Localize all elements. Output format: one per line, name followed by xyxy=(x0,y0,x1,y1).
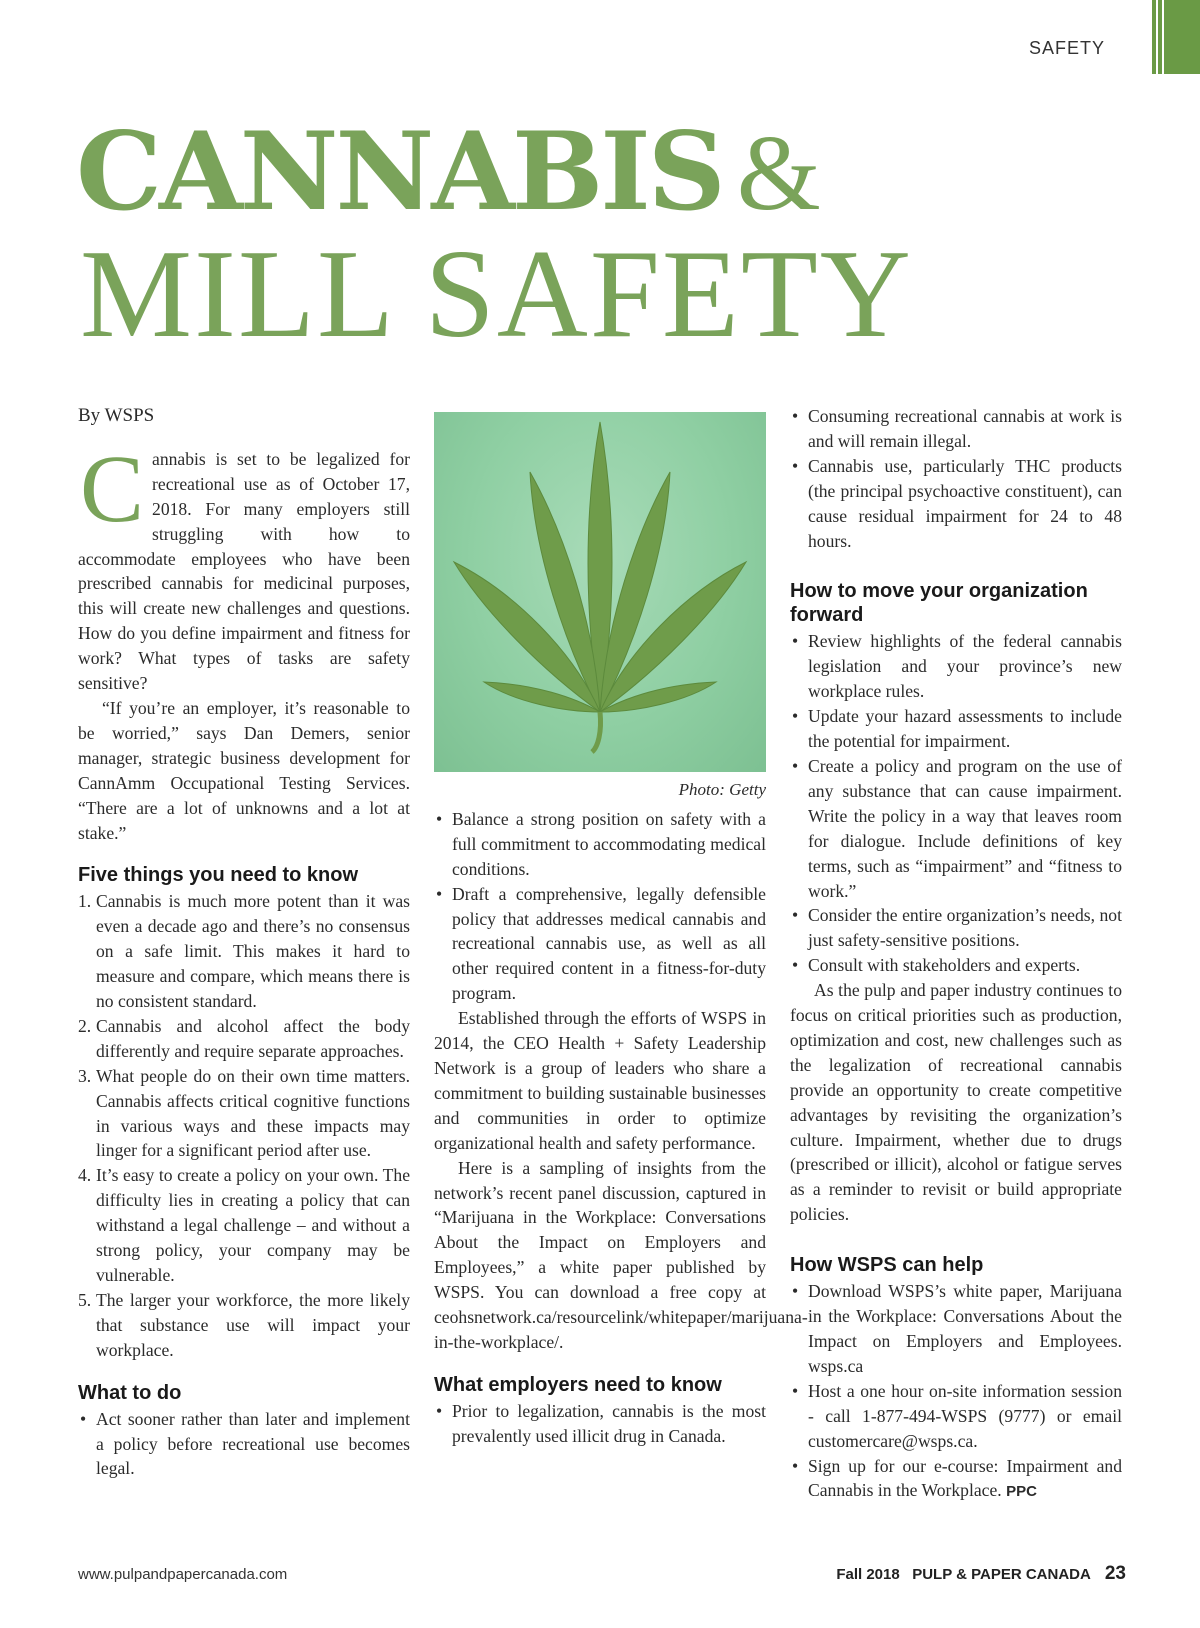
list-item: 1. Cannabis is much more potent than it was even a decade ago and there’s no consensus on a safe limit. This makes it hard to measure and compare, which means there is no consistent standard. xyxy=(78,891,410,1012)
wsps-help-heading: How WSPS can help xyxy=(790,1254,984,1277)
insights-paragraph: Here is a sampling of insights from the network’s recent panel discussion, captured in “Marijuana in the Workplace: Conversations About the Impact on Employers and Employees,” a white paper published by WSPS. You can download a free copy at ceohsnetwork.ca/resourcelink/whitepaper/marijuana-in-the-workplace/. xyxy=(434,1157,808,1352)
list-item: • Balance a strong position on safety with a full commitment to accommodating medical conditions. xyxy=(434,807,766,882)
five-things-heading: Five things you need to know xyxy=(78,864,359,887)
list-item: • Consuming recreational cannabis at work is and will remain illegal. xyxy=(790,404,1122,454)
list-item: • Cannabis use, particularly THC products (the principal psychoactive constituent), can cause residual impairment for 24 to 48 hours. xyxy=(790,454,1122,554)
footer-magazine: PULP & PAPER CANADA xyxy=(912,1566,1091,1583)
what-to-do-heading: What to do xyxy=(78,1381,182,1404)
list-item: • Consider the entire organization’s needs, not just safety-sensitive positions. xyxy=(790,903,1122,953)
network-paragraph: Established through the efforts of WSPS in 2014, the CEO Health + Safety Leadership Network is a group of leaders who share a commitment to building sustainable businesses and communities in order to optimize organizational health and safety performance. xyxy=(434,1008,766,1153)
intro-text: annabis is set to be legalized for recreational use as of October 17, 2018. For many employers still struggling with how to accommodate employees who have been prescribed cannabis for medicinal purposes, this will create new challenges and questions. How do you define impairment and fitness for work? What types of tasks are safety sensitive? xyxy=(78,448,410,694)
list-item: 2. Cannabis and alcohol affect the body differently and require separate approaches. xyxy=(78,1015,410,1061)
section-label: SAFETY xyxy=(1028,38,1105,58)
list-item: 5. The larger your workforce, the more likely that substance use will impact your workplace. xyxy=(78,1289,410,1360)
list-item: 3. What people do on their own time matters. Cannabis affects critical cognitive functions in various ways and these impacts may linger for a significant period after use. xyxy=(78,1065,410,1161)
footer-url: www.pulpandpapercanada.com xyxy=(78,1566,288,1583)
footer-issue: Fall 2018 xyxy=(836,1566,900,1583)
list-item: • Consult with stakeholders and experts. xyxy=(790,953,1122,978)
byline xyxy=(78,404,410,429)
move-forward-list xyxy=(790,629,1122,978)
headline-ampersand: & xyxy=(736,114,821,233)
corner-tab-decoration xyxy=(1152,0,1200,74)
intro-paragraph xyxy=(78,434,410,696)
move-forward-heading: How to move your organization forward xyxy=(790,580,1088,627)
list-item: • Review highlights of the federal cannabis legislation and your province’s new workplace rules. xyxy=(790,629,1122,704)
list-item: • Download WSPS’s white paper, Marijuana in the Workplace: Conversations About the Impact on Employers and Employees. wsps.ca xyxy=(790,1279,1122,1379)
cannabis-leaf-photo xyxy=(434,412,766,772)
footer-issue-info xyxy=(836,1563,1126,1585)
byline-prefix: By xyxy=(78,405,101,426)
list-item: 4. It’s easy to create a policy on your own. The difficulty lies in creating a policy that can withstand a legal challenge – and without a strong policy, your company may be vulnerable. xyxy=(78,1165,410,1285)
list-item: • Draft a comprehensive, legally defensible policy that addresses medical cannabis and recreational cannabis use, as well as all other required content in a fitness-for-duty program. xyxy=(434,882,766,1007)
list-item: • Sign up for our e-course: Impairment and Cannabis in the Workplace. PPC xyxy=(790,1454,1122,1506)
quote-paragraph: “If you’re an employer, it’s reasonable to be worried,” says Dan Demers, senior manager, strategic business development for CannAmm Occupational Testing Services. “There are a lot of unknowns and a lot at stake.” xyxy=(78,697,410,843)
list-item: • Update your hazard assessments to include the potential for impairment. xyxy=(790,704,1122,754)
sign-off: PPC xyxy=(1006,1483,1037,1501)
five-things-list xyxy=(78,889,410,1362)
headline-line-2: MILL SAFETY xyxy=(80,225,913,364)
wsps-help-list xyxy=(790,1279,1122,1505)
conclusion-paragraph: As the pulp and paper industry continues to focus on critical priorities such as production, optimization and cost, new challenges such as the legalization of recreational cannabis provide an opportunity to create competitive advantages by revisiting the organization’s culture. Impairment, whether due to drugs (prescribed or illicit), alcohol or fatigue serves as a reminder to revisit or build appropriate policies. xyxy=(790,980,1122,1225)
headline-cannabis: CANNABIS xyxy=(76,109,723,235)
headline-line-1 xyxy=(76,109,821,235)
page-number: 23 xyxy=(1104,1563,1126,1584)
column-1 xyxy=(78,404,410,1481)
byline-author: WSPS xyxy=(104,405,155,426)
photo-credit: Photo: Getty xyxy=(678,780,766,799)
employers-list xyxy=(434,1399,766,1449)
column-2 xyxy=(434,412,808,1449)
list-item: • Create a policy and program on the use of any substance that can cause impairment. Write the policy in a way that leaves room for dialogue. Include definitions of key terms, such as “impairment” and “fitness to work.” xyxy=(790,754,1122,903)
what-to-do-list xyxy=(78,1407,410,1482)
list-item: • Prior to legalization, cannabis is the most prevalently used illicit drug in Canada. xyxy=(434,1399,766,1449)
list-item: • Host a one hour on-site information session - call 1-877-494-WSPS (9777) or email customercare@wsps.ca. xyxy=(790,1379,1122,1454)
col3-top-list xyxy=(790,404,1122,553)
cannabis-leaf-icon xyxy=(434,412,766,772)
column-3 xyxy=(790,404,1122,1505)
drop-cap: C xyxy=(80,434,145,542)
employers-heading: What employers need to know xyxy=(434,1373,722,1396)
list-item: • Act sooner rather than later and implement a policy before recreational use becomes legal. xyxy=(78,1407,410,1482)
col2-list xyxy=(434,807,766,1006)
